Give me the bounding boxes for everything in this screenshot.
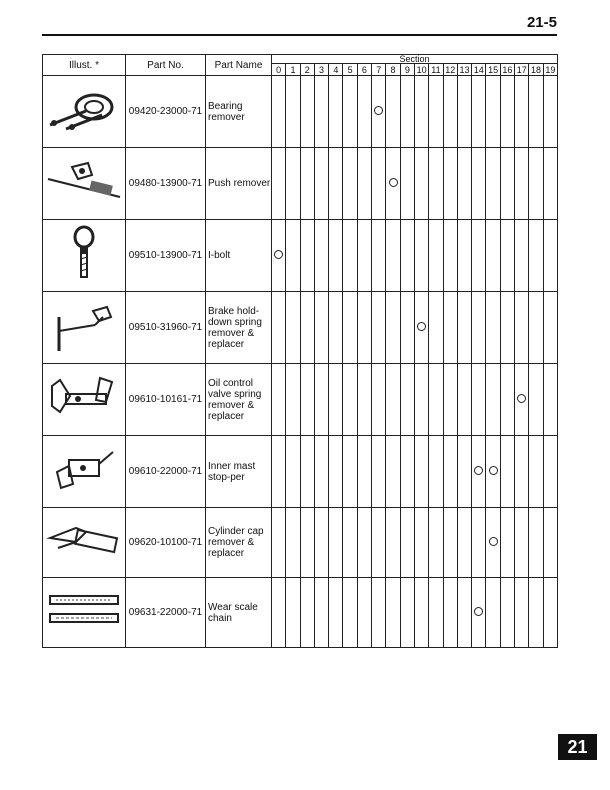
section-cell-10 — [414, 508, 428, 578]
special-tools-table — [42, 54, 558, 648]
part-number: 09510-13900-71 — [126, 220, 206, 292]
section-cell-10 — [414, 578, 428, 648]
valve-spring-tool-icon — [43, 364, 126, 436]
section-cell-6 — [357, 364, 371, 436]
section-cell-8 — [386, 76, 400, 148]
i-bolt-tool-icon — [43, 220, 126, 292]
section-number-11: 11 — [429, 64, 443, 76]
section-cell-14 — [472, 220, 486, 292]
section-cell-1 — [286, 148, 300, 220]
section-cell-1 — [286, 292, 300, 364]
section-cell-19 — [543, 76, 557, 148]
section-number-3: 3 — [314, 64, 328, 76]
part-name: Bearing remover — [206, 76, 272, 148]
section-cell-11 — [429, 76, 443, 148]
col-partno: Part No. — [126, 55, 206, 76]
section-cell-3 — [314, 436, 328, 508]
section-cell-0 — [272, 578, 286, 648]
table-row — [43, 76, 558, 148]
section-cell-16 — [500, 292, 514, 364]
section-cell-14 — [472, 364, 486, 436]
section-cell-0 — [272, 508, 286, 578]
section-cell-12 — [443, 76, 457, 148]
section-cell-18 — [529, 76, 543, 148]
section-cell-15 — [486, 148, 500, 220]
section-cell-7 — [372, 220, 386, 292]
section-cell-13 — [457, 436, 471, 508]
section-number-17: 17 — [515, 64, 529, 76]
section-cell-16 — [500, 508, 514, 578]
section-cell-11 — [429, 148, 443, 220]
section-cell-15 — [486, 220, 500, 292]
bearing-remover-tool-icon — [43, 76, 126, 148]
section-cell-13 — [457, 364, 471, 436]
section-cell-15 — [486, 436, 500, 508]
section-cell-5 — [343, 76, 357, 148]
section-cell-10 — [414, 292, 428, 364]
section-cell-3 — [314, 148, 328, 220]
section-cell-9 — [400, 508, 414, 578]
section-cell-18 — [529, 508, 543, 578]
section-cell-10 — [414, 364, 428, 436]
push-remover-tool-icon — [43, 148, 126, 220]
col-partname: Part Name — [206, 55, 272, 76]
section-cell-5 — [343, 508, 357, 578]
section-cell-14 — [472, 292, 486, 364]
section-cell-6 — [357, 292, 371, 364]
section-cell-4 — [329, 292, 343, 364]
section-cell-5 — [343, 364, 357, 436]
section-number-10: 10 — [414, 64, 428, 76]
section-cell-3 — [314, 76, 328, 148]
section-cell-8 — [386, 220, 400, 292]
section-cell-10 — [414, 436, 428, 508]
section-number-6: 6 — [357, 64, 371, 76]
section-cell-3 — [314, 364, 328, 436]
section-cell-14 — [472, 148, 486, 220]
section-cell-9 — [400, 76, 414, 148]
section-cell-19 — [543, 292, 557, 364]
section-cell-15 — [486, 364, 500, 436]
section-cell-16 — [500, 364, 514, 436]
section-cell-13 — [457, 578, 471, 648]
applies-mark — [489, 537, 498, 546]
section-cell-11 — [429, 220, 443, 292]
section-number-8: 8 — [386, 64, 400, 76]
section-cell-9 — [400, 364, 414, 436]
wear-scale-tool-icon — [43, 578, 126, 648]
section-cell-5 — [343, 148, 357, 220]
section-cell-4 — [329, 148, 343, 220]
part-number: 09610-22000-71 — [126, 436, 206, 508]
section-cell-10 — [414, 148, 428, 220]
section-cell-6 — [357, 436, 371, 508]
applies-mark — [417, 322, 426, 331]
table-row — [43, 508, 558, 578]
section-cell-3 — [314, 578, 328, 648]
section-cell-19 — [543, 220, 557, 292]
part-number: 09620-10100-71 — [126, 508, 206, 578]
section-cell-17 — [515, 220, 529, 292]
section-cell-17 — [515, 508, 529, 578]
section-cell-0 — [272, 148, 286, 220]
header-rule — [42, 34, 557, 36]
section-cell-2 — [300, 436, 314, 508]
section-cell-17 — [515, 364, 529, 436]
section-cell-17 — [515, 76, 529, 148]
section-cell-1 — [286, 578, 300, 648]
section-number-18: 18 — [529, 64, 543, 76]
section-cell-16 — [500, 220, 514, 292]
section-cell-1 — [286, 508, 300, 578]
part-number: 09420-23000-71 — [126, 76, 206, 148]
part-name: Cylinder cap remover & replacer — [206, 508, 272, 578]
section-cell-15 — [486, 292, 500, 364]
section-cell-12 — [443, 148, 457, 220]
section-cell-8 — [386, 508, 400, 578]
section-cell-0 — [272, 436, 286, 508]
section-cell-16 — [500, 578, 514, 648]
section-number-7: 7 — [372, 64, 386, 76]
section-number-5: 5 — [343, 64, 357, 76]
section-number-14: 14 — [472, 64, 486, 76]
cylinder-cap-tool-icon — [43, 508, 126, 578]
table-row — [43, 148, 558, 220]
col-illus: Illust. * — [43, 55, 126, 76]
section-cell-15 — [486, 578, 500, 648]
section-cell-7 — [372, 578, 386, 648]
section-cell-5 — [343, 220, 357, 292]
section-cell-9 — [400, 436, 414, 508]
section-cell-2 — [300, 76, 314, 148]
section-cell-11 — [429, 508, 443, 578]
mast-stopper-tool-icon — [43, 436, 126, 508]
section-cell-8 — [386, 578, 400, 648]
section-cell-19 — [543, 364, 557, 436]
section-cell-14 — [472, 436, 486, 508]
part-name: Oil control valve spring remover & replacer — [206, 364, 272, 436]
section-number-15: 15 — [486, 64, 500, 76]
part-name: I-bolt — [206, 220, 272, 292]
chapter-tab: 21 — [558, 734, 597, 760]
section-cell-6 — [357, 220, 371, 292]
col-section — [272, 55, 558, 64]
section-cell-16 — [500, 436, 514, 508]
section-cell-10 — [414, 76, 428, 148]
section-number-1: 1 — [286, 64, 300, 76]
section-cell-12 — [443, 220, 457, 292]
section-number-12: 12 — [443, 64, 457, 76]
section-cell-18 — [529, 364, 543, 436]
section-cell-5 — [343, 292, 357, 364]
section-cell-9 — [400, 292, 414, 364]
section-cell-17 — [515, 148, 529, 220]
section-cell-11 — [429, 578, 443, 648]
section-cell-4 — [329, 436, 343, 508]
section-cell-8 — [386, 292, 400, 364]
section-cell-17 — [515, 292, 529, 364]
applies-mark — [474, 607, 483, 616]
section-cell-4 — [329, 508, 343, 578]
section-label: Section — [399, 54, 430, 65]
part-name: Brake hold-down spring remover & replacer — [206, 292, 272, 364]
section-cell-8 — [386, 436, 400, 508]
section-cell-13 — [457, 508, 471, 578]
section-cell-19 — [543, 508, 557, 578]
section-cell-4 — [329, 364, 343, 436]
section-cell-8 — [386, 364, 400, 436]
section-cell-18 — [529, 436, 543, 508]
section-cell-14 — [472, 578, 486, 648]
section-cell-7 — [372, 364, 386, 436]
section-cell-7 — [372, 508, 386, 578]
section-cell-18 — [529, 578, 543, 648]
section-number-19: 19 — [543, 64, 557, 76]
section-cell-5 — [343, 578, 357, 648]
section-cell-9 — [400, 220, 414, 292]
section-cell-4 — [329, 578, 343, 648]
section-cell-0 — [272, 220, 286, 292]
section-cell-4 — [329, 76, 343, 148]
section-cell-7 — [372, 148, 386, 220]
section-number-2: 2 — [300, 64, 314, 76]
section-cell-17 — [515, 578, 529, 648]
section-cell-2 — [300, 220, 314, 292]
section-cell-14 — [472, 508, 486, 578]
section-cell-18 — [529, 220, 543, 292]
section-cell-7 — [372, 436, 386, 508]
section-cell-9 — [400, 578, 414, 648]
applies-mark — [274, 250, 283, 259]
section-cell-18 — [529, 148, 543, 220]
section-number-9: 9 — [400, 64, 414, 76]
section-cell-4 — [329, 220, 343, 292]
section-cell-1 — [286, 76, 300, 148]
applies-mark — [374, 106, 383, 115]
section-cell-5 — [343, 436, 357, 508]
applies-mark — [474, 466, 483, 475]
part-name: Push remover — [206, 148, 272, 220]
section-cell-6 — [357, 578, 371, 648]
section-cell-12 — [443, 292, 457, 364]
table-row — [43, 436, 558, 508]
part-number: 09631-22000-71 — [126, 578, 206, 648]
page-number: 21-5 — [526, 14, 557, 31]
section-number-16: 16 — [500, 64, 514, 76]
brake-spring-tool-icon — [43, 292, 126, 364]
section-cell-15 — [486, 76, 500, 148]
section-cell-11 — [429, 436, 443, 508]
section-cell-6 — [357, 148, 371, 220]
applies-mark — [517, 394, 526, 403]
section-cell-8 — [386, 148, 400, 220]
part-name: Wear scale chain — [206, 578, 272, 648]
applies-mark — [389, 178, 398, 187]
section-cell-0 — [272, 76, 286, 148]
section-cell-19 — [543, 436, 557, 508]
section-cell-2 — [300, 148, 314, 220]
section-cell-11 — [429, 292, 443, 364]
section-cell-7 — [372, 292, 386, 364]
section-number-0: 0 — [272, 64, 286, 76]
section-cell-1 — [286, 220, 300, 292]
section-cell-13 — [457, 292, 471, 364]
section-cell-7 — [372, 76, 386, 148]
table-row — [43, 292, 558, 364]
section-cell-10 — [414, 220, 428, 292]
section-cell-3 — [314, 220, 328, 292]
section-cell-9 — [400, 148, 414, 220]
section-cell-13 — [457, 220, 471, 292]
section-cell-19 — [543, 148, 557, 220]
section-cell-2 — [300, 508, 314, 578]
section-cell-12 — [443, 578, 457, 648]
section-cell-1 — [286, 364, 300, 436]
section-cell-16 — [500, 76, 514, 148]
section-cell-14 — [472, 76, 486, 148]
part-number: 09480-13900-71 — [126, 148, 206, 220]
section-cell-15 — [486, 508, 500, 578]
applies-mark — [489, 466, 498, 475]
section-cell-2 — [300, 578, 314, 648]
part-number: 09610-10161-71 — [126, 364, 206, 436]
section-cell-17 — [515, 436, 529, 508]
table-row — [43, 220, 558, 292]
section-cell-1 — [286, 436, 300, 508]
section-cell-3 — [314, 508, 328, 578]
section-cell-12 — [443, 508, 457, 578]
section-cell-13 — [457, 76, 471, 148]
part-name: Inner mast stop-per — [206, 436, 272, 508]
section-cell-6 — [357, 76, 371, 148]
section-cell-6 — [357, 508, 371, 578]
section-cell-16 — [500, 148, 514, 220]
section-cell-19 — [543, 578, 557, 648]
section-cell-11 — [429, 364, 443, 436]
part-number: 09510-31960-71 — [126, 292, 206, 364]
section-cell-0 — [272, 292, 286, 364]
section-cell-2 — [300, 364, 314, 436]
section-cell-12 — [443, 364, 457, 436]
section-number-13: 13 — [457, 64, 471, 76]
section-cell-13 — [457, 148, 471, 220]
section-cell-12 — [443, 436, 457, 508]
section-cell-18 — [529, 292, 543, 364]
table-row — [43, 364, 558, 436]
section-cell-2 — [300, 292, 314, 364]
section-cell-0 — [272, 364, 286, 436]
section-number-4: 4 — [329, 64, 343, 76]
section-cell-3 — [314, 292, 328, 364]
table-row — [43, 578, 558, 648]
